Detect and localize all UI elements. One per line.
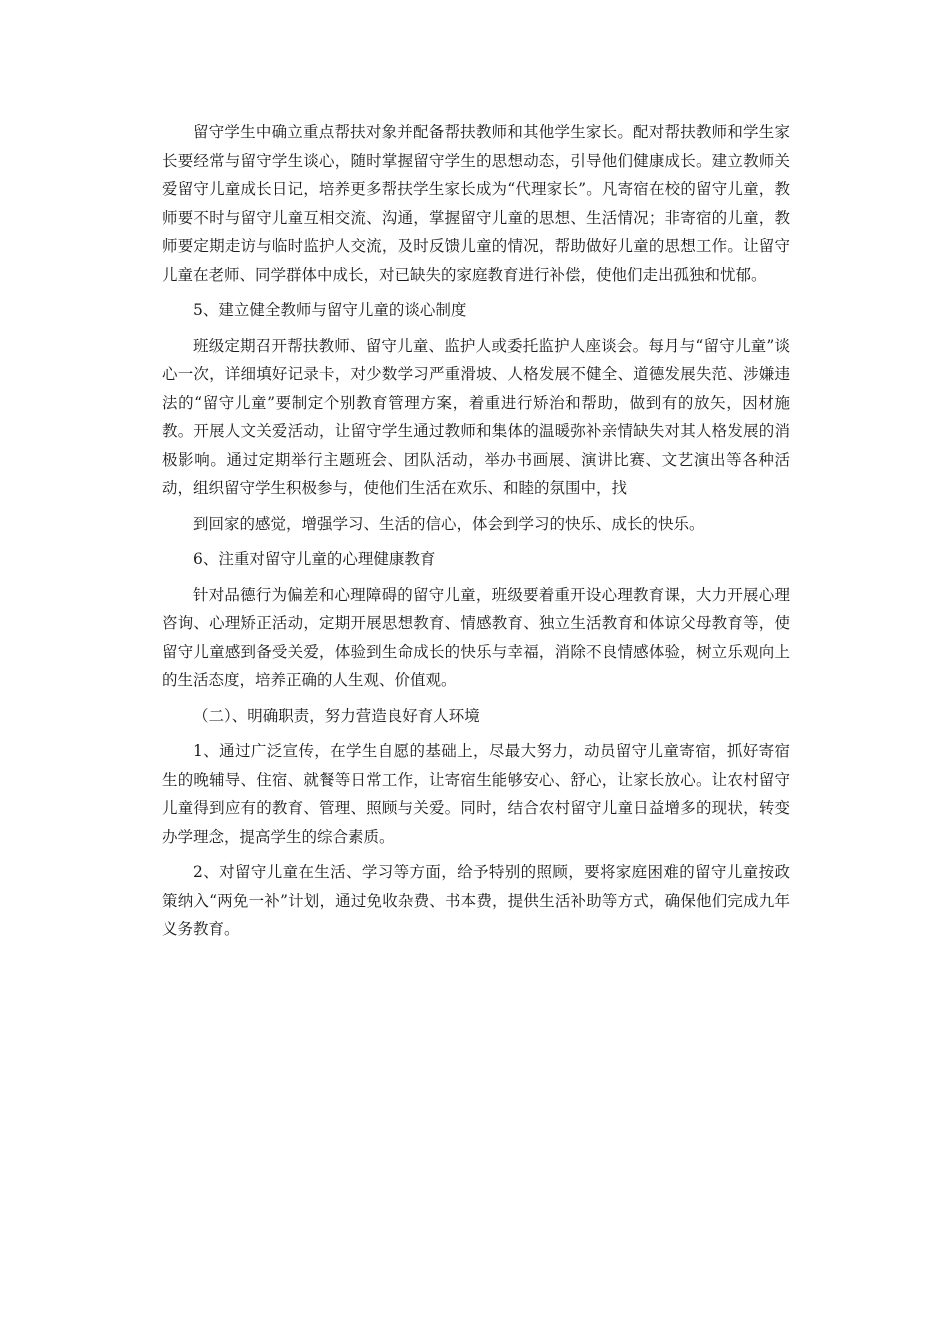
- paragraph-counseling-pairing: 留守学生中确立重点帮扶对象并配备帮扶教师和其他学生家长。配对帮扶教师和学生家长要经常与留守学生谈心，随时掌握留守学生的思想动态，引导他们健康成长。建立教师关爱留守儿童成长日记，培养更多帮扶学生家长成为“代理家长”。凡寄宿在校的留守儿童，教师要不时与留守儿童互相交流、沟通，掌握留守儿童的思想、生活情况；非寄宿的儿童，教师要定期走访与临时监护人交流，及时反馈儿童的情况，帮助做好儿童的思想工作。让留守儿童在老师、同学群体中成长，对已缺失的家庭教育进行补偿，使他们走出孤独和忧郁。: [162, 123, 790, 284]
- paragraph-special-care: 2、对留守儿童在生活、学习等方面，给予特别的照顾，要将家庭困难的留守儿童按政策纳入“两免一补”计划，通过免收杂费、书本费，提供生活补助等方式，确保他们完成九年义务教育。: [162, 863, 790, 938]
- paragraph-mental-health: 针对品德行为偏差和心理障碍的留守儿童，班级要着重开设心理教育课，大力开展心理咨询、心理矫正活动，定期开展思想教育、情感教育、独立生活教育和体谅父母教育等，使留守儿童感到备受关爱，体验到生命成长的快乐与幸福，消除不良情感体验，树立乐观向上的生活态度，培养正确的人生观、价值观。: [162, 585, 790, 689]
- section-heading-5: 5、建立健全教师与留守儿童的谈心制度: [193, 301, 467, 319]
- section-heading-6: 6、注重对留守儿童的心理健康教育: [193, 550, 436, 568]
- section-heading-part-2: （二）、明确职责，努力营造良好育人环境: [193, 706, 480, 725]
- paragraph-talk-system-continued: 到回家的感觉，增强学习、生活的信心，体会到学习的快乐、成长的快乐。: [193, 514, 705, 533]
- document-body: [162, 118, 790, 951]
- paragraph-boarding: 1、通过广泛宣传，在学生自愿的基础上，尽最大努力，动员留守儿童寄宿，抓好寄宿生的晚辅导、住宿、就餐等日常工作，让寄宿生能够安心、舒心，让家长放心。让农村留守儿童得到应有的教育、管理、照顾与关爱。同时，结合农村留守儿童日益增多的现状，转变办学理念，提高学生的综合素质。: [162, 742, 790, 846]
- paragraph-talk-system: 班级定期召开帮扶教师、留守儿童、监护人或委托监护人座谈会。每月与“留守儿童”谈心一次，详细填好记录卡，对少数学习严重滑坡、人格发展不健全、道德发展失范、涉嫌违法的“留守儿童”要制定个别教育管理方案，着重进行矫治和帮助，做到有的放矢，因材施教。开展人文关爱活动，让留守学生通过教师和集体的温暖弥补亲情缺失对其人格发展的消极影响。通过定期举行主题班会、团队活动，举办书画展、演讲比赛、文艺演出等各种活动，组织留守学生积极参与，使他们生活在欢乐、和睦的氛围中，找: [162, 336, 790, 497]
